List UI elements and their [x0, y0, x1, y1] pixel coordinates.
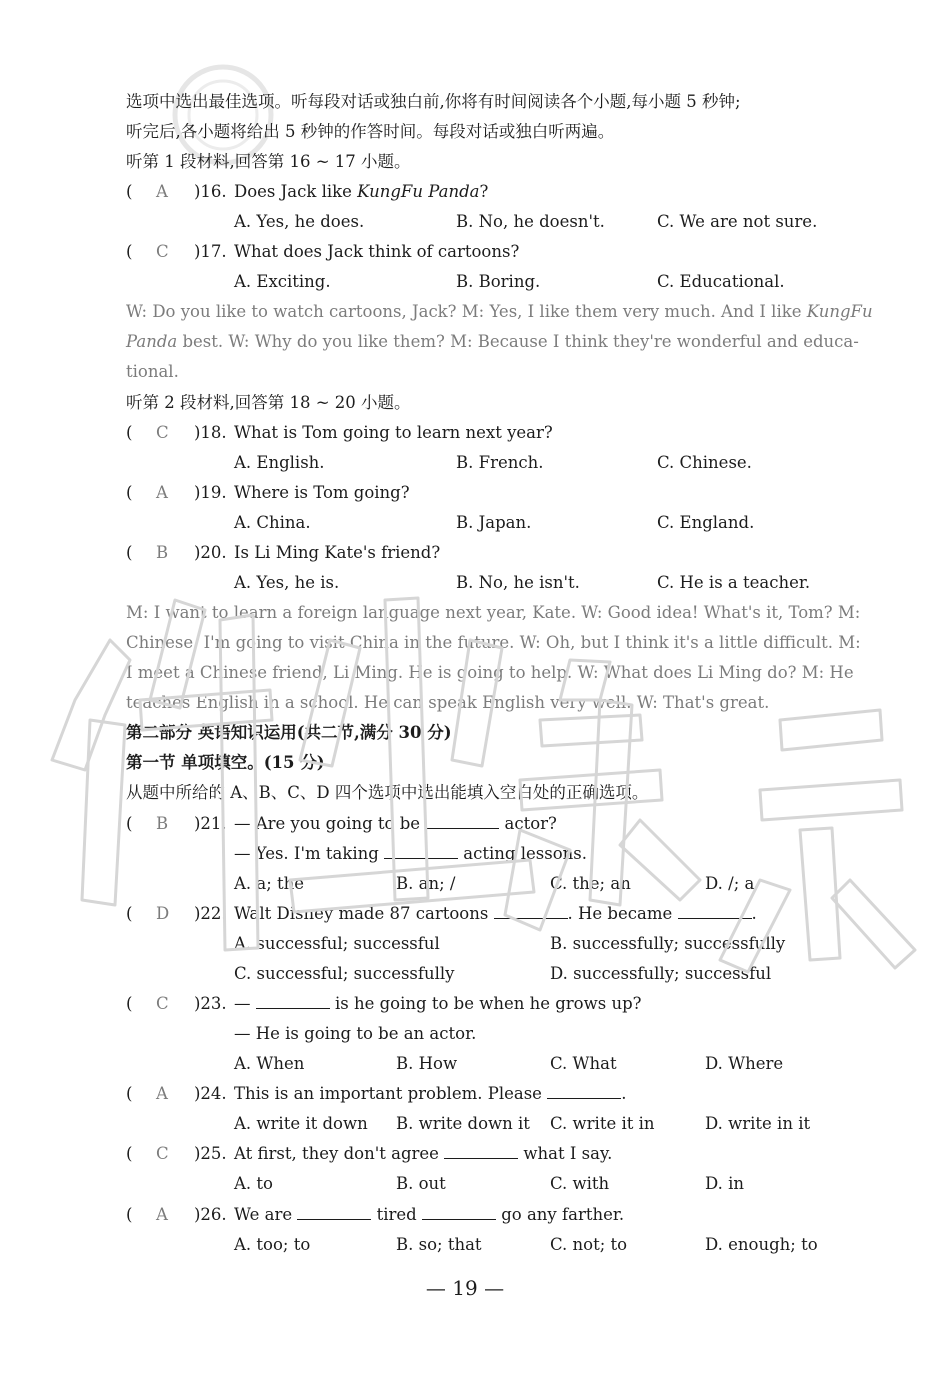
option-b: B. French. — [456, 453, 544, 472]
option-d: D. enough; to — [705, 1235, 818, 1254]
answer-blank — [444, 1144, 518, 1159]
section2-heading: 听第 2 段材料,回答第 18 ~ 20 小题。 — [126, 393, 411, 412]
question-stem: Walt Disney made 87 cartoons . He became . — [234, 904, 757, 923]
question-23-line-2: — He is going to be an actor. — [234, 1024, 477, 1043]
question-number: )19. — [194, 483, 227, 502]
option-c: C. We are not sure. — [657, 212, 818, 231]
option-d: D. write in it — [705, 1114, 811, 1133]
option-d: D. Where — [705, 1054, 784, 1073]
option-c: C. He is a teacher. — [657, 573, 811, 592]
option-a: A. too; to — [234, 1235, 311, 1254]
answer-blank — [384, 844, 458, 859]
question-number: )25. — [194, 1144, 227, 1163]
question-stem: Does Jack like KungFu Panda? — [234, 182, 489, 201]
paren: ( — [126, 423, 133, 442]
answer-blank — [256, 994, 330, 1009]
option-d: D. /; a — [705, 874, 755, 893]
option-b: B. successfully; successfully — [550, 934, 786, 953]
paren: ( — [126, 1144, 133, 1163]
option-a: A. When — [234, 1054, 305, 1073]
listening-script-2-line-1: M: I want to learn a foreign language next year, Kate. W: Good idea! What's it, Tom? M: — [126, 603, 861, 622]
question-number: )26. — [194, 1205, 227, 1224]
answer: A — [156, 1084, 168, 1103]
paren: ( — [126, 483, 133, 502]
option-a: A. English. — [234, 453, 325, 472]
paren: ( — [126, 182, 133, 201]
part2-instruction: 从题中所给的 A、B、C、D 四个选项中选出能填入空白处的正确选项。 — [126, 783, 649, 802]
section1-heading: 听第 1 段材料,回答第 16 ~ 17 小题。 — [126, 152, 411, 171]
paren: ( — [126, 1205, 133, 1224]
question-stem: — Are you going to be actor? — [234, 814, 557, 833]
option-a: A. Yes, he does. — [234, 212, 365, 231]
answer-blank — [297, 1205, 371, 1220]
option-b: B. an; / — [396, 874, 456, 893]
answer: C — [156, 994, 169, 1013]
part2-subheading: 第一节 单项填空。(15 分) — [126, 753, 325, 772]
answer-blank — [547, 1084, 621, 1099]
question-stem: Where is Tom going? — [234, 483, 410, 502]
option-b: B. Japan. — [456, 513, 532, 532]
option-c: C. with — [550, 1174, 610, 1193]
listening-script-2-line-4: teaches English in a school. He can speak English very well. W: That's great. — [126, 693, 770, 712]
question-number: )17. — [194, 242, 227, 261]
option-b: B. No, he isn't. — [456, 573, 580, 592]
answer: A — [156, 483, 168, 502]
question-stem: — is he going to be when he grows up? — [234, 994, 642, 1013]
question-21-line-2: — Yes. I'm taking acting lessons. — [234, 844, 587, 863]
paren: ( — [126, 242, 133, 261]
question-stem: What does Jack think of cartoons? — [234, 242, 520, 261]
option-b: B. so; that — [396, 1235, 482, 1254]
option-c: C. successful; successfully — [234, 964, 455, 983]
question-number: )16. — [194, 182, 227, 201]
option-a: A. to — [234, 1174, 273, 1193]
option-b: B. Boring. — [456, 272, 541, 291]
option-d: D. successfully; successful — [550, 964, 772, 983]
question-stem: This is an important problem. Please . — [234, 1084, 627, 1103]
answer: A — [156, 1205, 168, 1224]
option-c: C. Educational. — [657, 272, 785, 291]
answer-blank — [425, 814, 499, 829]
option-c: C. write it in — [550, 1114, 655, 1133]
question-number: )23. — [194, 994, 227, 1013]
answer: B — [156, 814, 169, 833]
answer: A — [156, 182, 168, 201]
question-number: )18. — [194, 423, 227, 442]
question-stem: We are tired go any farther. — [234, 1205, 625, 1224]
option-c: C. What — [550, 1054, 617, 1073]
paren: ( — [126, 543, 133, 562]
option-a: A. a; the — [234, 874, 305, 893]
option-b: B. write down it — [396, 1114, 530, 1133]
intro-line-2: 听完后,各小题将给出 5 秒钟的作答时间。每段对话或独白听两遍。 — [126, 122, 615, 141]
question-stem: At first, they don't agree what I say. — [234, 1144, 613, 1163]
paren: ( — [126, 904, 133, 923]
option-b: B. No, he doesn't. — [456, 212, 605, 231]
option-b: B. How — [396, 1054, 458, 1073]
listening-script-1-line-2: Panda best. W: Why do you like them? M: Because I think they're wonderful and educa- — [126, 332, 859, 351]
option-a: A. write it down — [234, 1114, 368, 1133]
option-c: C. the; an — [550, 874, 631, 893]
question-stem: What is Tom going to learn next year? — [234, 423, 553, 442]
option-c: C. not; to — [550, 1235, 628, 1254]
listening-script-2-line-3: I meet a Chinese friend, Li Ming. He is going to help. W: What does Li Ming do? M: He — [126, 663, 854, 682]
option-a: A. China. — [234, 513, 311, 532]
answer: C — [156, 423, 169, 442]
intro-line-1: 选项中选出最佳选项。听每段对话或独白前,你将有时间阅读各个小题,每小题 5 秒钟; — [126, 92, 741, 111]
question-number: )21. — [194, 814, 227, 833]
answer: B — [156, 543, 169, 562]
answer-blank — [422, 1205, 496, 1220]
paren: ( — [126, 994, 133, 1013]
paren: ( — [126, 1084, 133, 1103]
page-number: — 19 — — [425, 1276, 505, 1300]
listening-script-1-line-3: tional. — [126, 362, 179, 381]
option-a: A. successful; successful — [234, 934, 440, 953]
answer: C — [156, 242, 169, 261]
question-number: )24. — [194, 1084, 227, 1103]
option-c: C. England. — [657, 513, 755, 532]
option-a: A. Yes, he is. — [234, 573, 340, 592]
part2-heading: 第二部分 英语知识运用(共二节,满分 30 分) — [126, 723, 452, 742]
answer-blank — [678, 904, 752, 919]
option-b: B. out — [396, 1174, 446, 1193]
paren: ( — [126, 814, 133, 833]
question-stem: Is Li Ming Kate's friend? — [234, 543, 441, 562]
answer-blank — [494, 904, 568, 919]
question-number: )22. — [194, 904, 227, 923]
listening-script-1-line-1: W: Do you like to watch cartoons, Jack? M: Yes, I like them very much. And I like KungFu — [126, 302, 873, 321]
option-c: C. Chinese. — [657, 453, 752, 472]
option-a: A. Exciting. — [234, 272, 331, 291]
listening-script-2-line-2: Chinese. I'm going to visit China in the future. W: Oh, but I think it's a little difficult. M: — [126, 633, 861, 652]
question-number: )20. — [194, 543, 227, 562]
answer: D — [156, 904, 170, 923]
answer: C — [156, 1144, 169, 1163]
option-d: D. in — [705, 1174, 745, 1193]
